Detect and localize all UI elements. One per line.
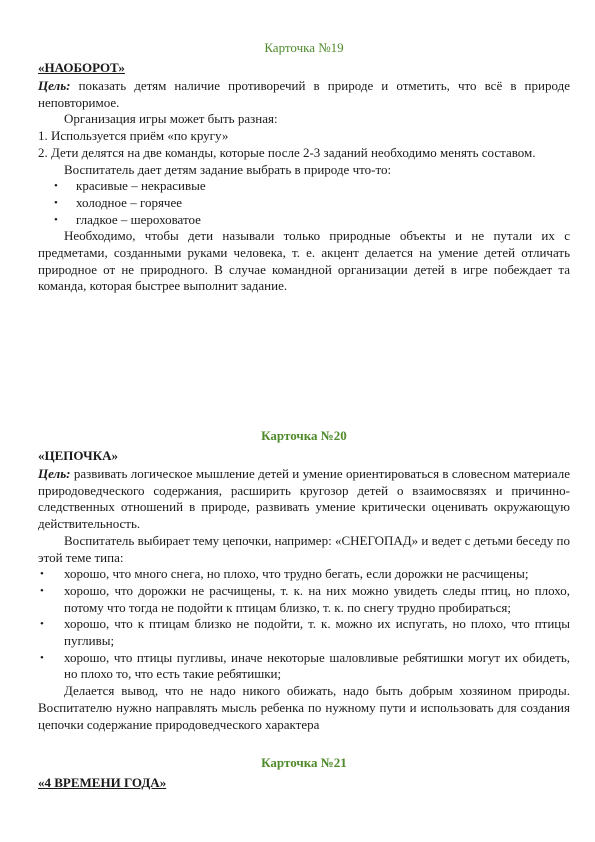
card-19-org-intro: Организация игры может быть разная: [64,111,278,127]
list-item: • холодное – горячее [54,195,570,212]
card-20-game-name: «ЦЕПОЧКА» [38,448,119,463]
card-19 [38,40,570,295]
card-20-closing: Делается вывод, что не надо никого обижать, надо быть добрым хозяином природы. Воспитателю нужно направлять мысль ребенка по нужному пути и использовать для создания цепочки содержание природоведческого характера [38,683,570,732]
card-21-title: Карточка №21 [261,755,347,770]
card-19-closing: Необходимо, чтобы дети называли только природные объекты и не путали их с предметами, созданными руками человека, т. е. акцент делается на умение детей отличать природное от не природного. В случае командной организации детей в игре побеждает та команда, которая быстрее выполнит задание. [38,228,570,294]
card-21 [38,755,570,790]
card-20 [38,428,570,733]
card-19-org-option-2: 2. Дети делятся на две команды, которые после 2-3 заданий необходимо менять составом. [38,144,536,160]
card-20-title: Карточка №20 [261,428,347,443]
card-20-goal [38,466,570,533]
list-item: • хорошо, что к птицам близко не подойти, т. к. можно их испугать, но плохо, что птицы пугливы; [38,616,570,649]
goal-label: Цель: [38,466,71,481]
list-item: • хорошо, что много снега, но плохо, что трудно бегать, если дорожки не расчищены; [38,566,570,583]
goal-text: развивать логическое мышление детей и умение ориентироваться в словесном материале природоведческого содержания, расширить кругозор детей о взаимосвязях и причинно-следственных отношений в природе, развивать умение критически оценивать окружающую действительность. [38,466,570,532]
card-19-pairs-list [38,178,570,228]
card-21-game-name: «4 ВРЕМЕНИ ГОДА» [38,775,167,790]
list-item: • гладкое – шероховатое [54,212,570,229]
list-item: • хорошо, что дорожки не расчищены, т. к. на них можно увидеть следы птиц, но плохо, потому что тогда не подойти к птицам близко, т. к. по снегу трудно пробираться; [38,583,570,616]
card-19-title: Карточка №19 [264,40,344,55]
list-item: • хорошо, что птицы пугливы, иначе некоторые шаловливые ребятишки могут их обидеть, но плохо то, что есть такие ребятишки; [38,650,570,683]
card-19-org-option-1: 1. Используется приём «по кругу» [38,128,229,144]
card-20-intro: Воспитатель выбирает тему цепочки, например: «СНЕГОПАД» и ведет с детьми беседу по этой теме типа: [38,532,570,565]
card-19-goal [38,78,570,111]
card-19-game-name: «НАОБОРОТ» [38,60,125,75]
goal-text: показать детям наличие противоречий в природе и отметить, что всё в природе неповторимое. [38,78,570,110]
card-20-chain-list [38,566,570,683]
card-19-task-intro: Воспитатель дает детям задание выбрать в природе что-то: [64,161,392,177]
list-item: • красивые – некрасивые [54,178,570,195]
goal-label: Цель: [38,78,71,93]
